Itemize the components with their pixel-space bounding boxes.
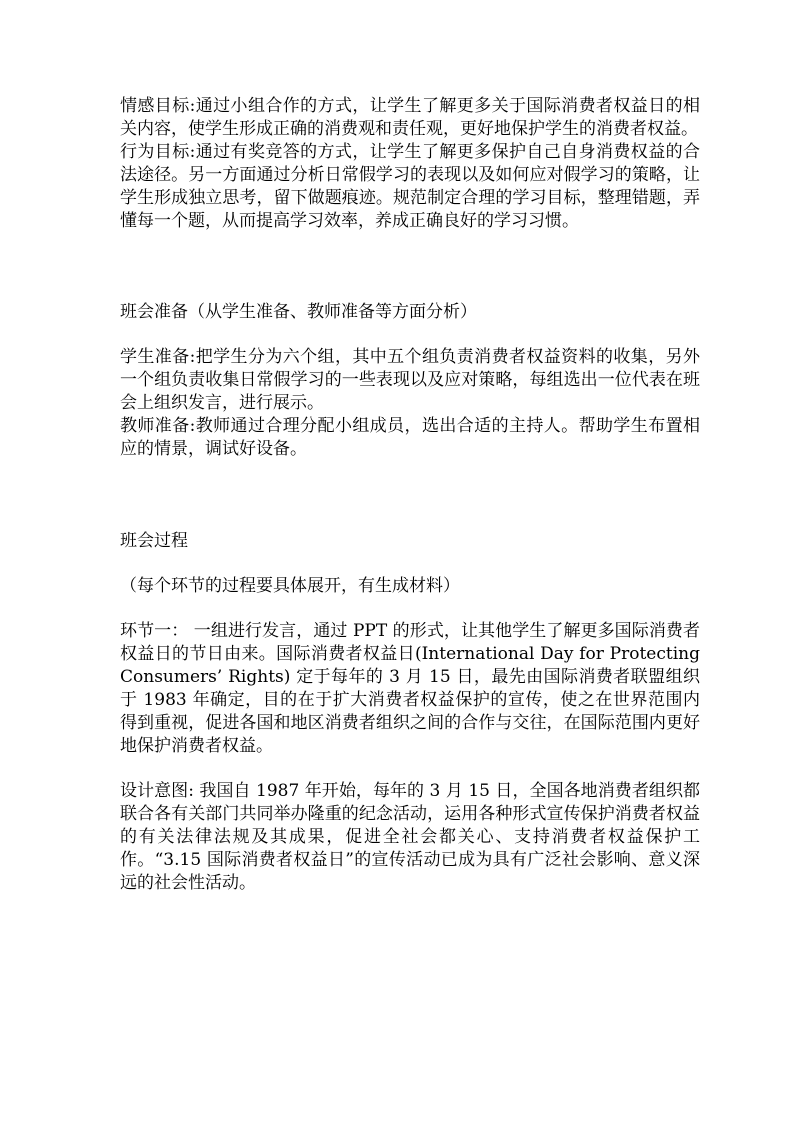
behavior-goal-paragraph: 行为目标:通过有奖竞答的方式，让学生了解更多保护自己自身消费权益的合法途径。另一方面通过分析日常假学习的表现以及如何应对假学习的策略，让学生形成独立思考，留下做题痕迹。规范制定合理的学习目标，整理错题，弄懂每一个题，从而提高学习效率，养成正确良好的学习习惯。 xyxy=(120,142,700,231)
design-intent-paragraph: 设计意图: 我国自 1987 年开始，每年的 3 月 15 日，全国各地消费者组织都联合各有关部门共同举办隆重的纪念活动，运用各种形式宣传保护消费者权益的有关法律法规及其成果，促进全社会都关心、支持消费者权益保护工作。“3.15 国际消费者权益日”的宣传活动已成为具有广泛社会影响、意义深远的社会性活动。 xyxy=(120,781,700,893)
document-page xyxy=(120,95,700,895)
spacer xyxy=(120,758,700,780)
teacher-preparation-paragraph: 教师准备:教师通过合理分配小组成员，选出合适的主持人。帮助学生布置相应的情景，调试好设备。 xyxy=(120,416,700,459)
preparation-heading: 班会准备（从学生准备、教师准备等方面分析） xyxy=(120,302,477,322)
spacer xyxy=(120,324,700,346)
process-note: （每个环节的过程要具体展开，有生成材料） xyxy=(120,576,460,596)
spacer xyxy=(120,461,700,530)
spacer xyxy=(120,233,700,301)
spacer xyxy=(120,598,700,620)
spacer xyxy=(120,553,700,575)
emotion-goal-paragraph: 情感目标:通过小组合作的方式，让学生了解更多关于国际消费者权益日的相关内容，使学生形成正确的消费观和责任观，更好地保护学生的消费者权益。 xyxy=(120,96,700,139)
step-one-paragraph: 环节一： 一组进行发言，通过 PPT 的形式，让其他学生了解更多国际消费者权益日的节日由来。国际消费者权益日(International Day for Protecting Consumers’ Rights) 定于每年的 3 月 15 日，最先由国际消费者联盟组织于 1983 年确定，目的在于扩大消费者权益保护的宣传，使之在世界范围内得到重视，促进各国和地区消费者组织之间的合作与交往，在国际范围内更好地保护消费者权益。 xyxy=(120,621,700,756)
process-heading: 班会过程 xyxy=(120,531,188,551)
student-preparation-paragraph: 学生准备:把学生分为六个组，其中五个组负责消费者权益资料的收集，另外一个组负责收集日常假学习的一些表现以及应对策略，每组选出一位代表在班会上组织发言，进行展示。 xyxy=(120,347,700,413)
